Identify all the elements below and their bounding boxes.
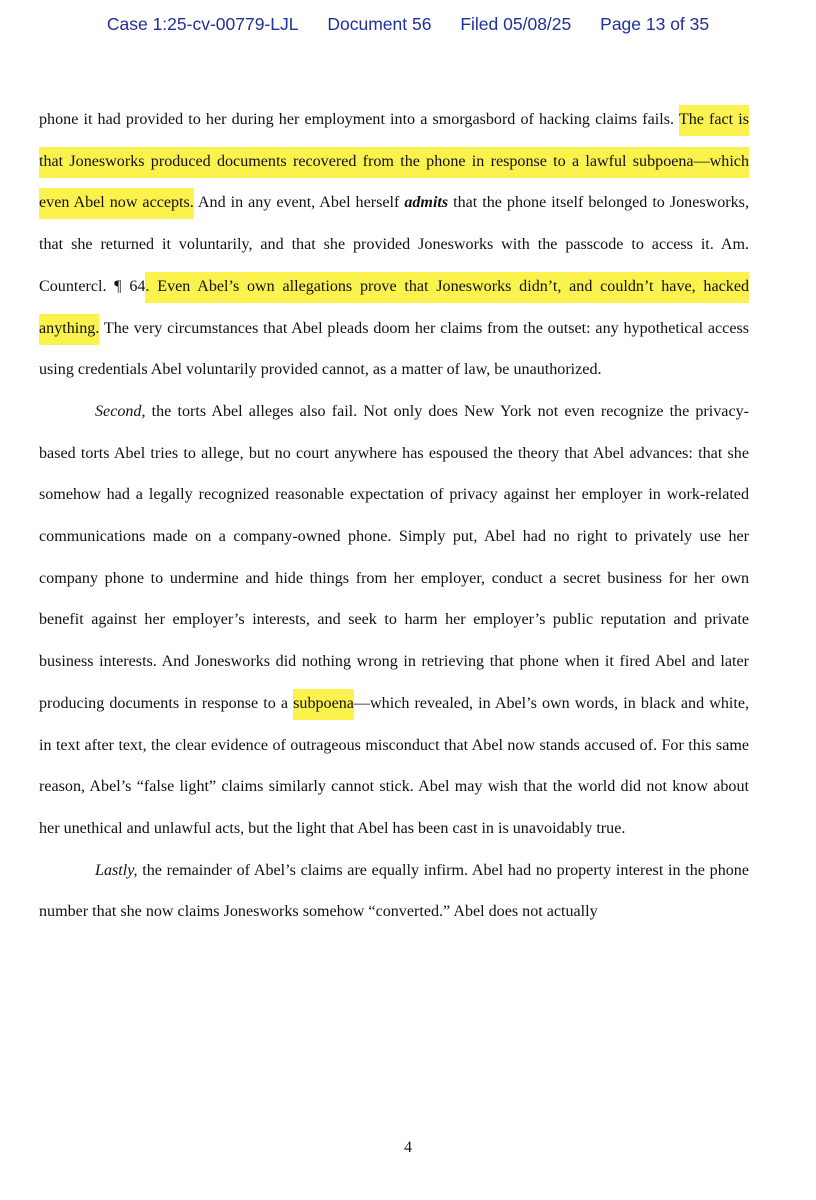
highlighted-text: The fact is that Jonesworks produced documents recovered from the phone in response to a lawful subpoena—which even Abel now accepts. <box>39 105 749 219</box>
text-run: the remainder of Abel’s claims are equally infirm. Abel had no property interest in the phone number that she now claims Jonesworks somehow “converted.” Abel does not actually <box>39 861 749 921</box>
page-counter: Page 13 of 35 <box>600 14 710 34</box>
paragraph-1 <box>39 99 749 391</box>
paragraph-lead: Lastly, <box>95 861 138 879</box>
text-run: The very circumstances that Abel pleads doom her claims from the outset: any hypothetical access using credentials Abel voluntarily provided cannot, as a matter of law, be unauthorized. <box>39 319 749 379</box>
paragraph-2 <box>39 391 749 850</box>
highlighted-text: . Even Abel’s own allegations prove that Jonesworks didn’t, and couldn’t have, hacked anything. <box>39 272 749 345</box>
text-run: —which revealed, in Abel’s own words, in black and white, in text after text, the clear evidence of outrageous misconduct that Abel now stands accused of. For this same reason, Abel’s “false light” claims similarly cannot stick. Abel may wish that the world did not know about her unethical and unlawful acts, but the light that Abel has been cast in is unavoidably true. <box>39 694 749 837</box>
document-header <box>0 14 816 35</box>
document-number: Document 56 <box>327 14 432 34</box>
page-number: 4 <box>404 1139 412 1156</box>
emphasis-admits: admits <box>404 194 449 212</box>
text-run: And in any event, Abel herself <box>197 194 400 212</box>
case-number: Case 1:25-cv-00779-LJL <box>106 14 299 34</box>
text-run: that the phone itself belonged to Jonesworks, that she returned it voluntarily, and that she provided Jonesworks with the passcode to access it. Am. Countercl. ¶ 64 <box>39 194 749 295</box>
document-body <box>39 99 749 933</box>
filed-date: Filed 05/08/25 <box>460 14 572 34</box>
paragraph-3 <box>39 850 749 933</box>
highlighted-text: subpoena <box>293 689 354 720</box>
text-run: , the torts Abel alleges also fail. Not only does New York not even recognize the privacy-based torts Abel tries to allege, but no court anywhere has espoused the theory that Abel advances: that she somehow had a legally recognized reasonable expectation of privacy against her employer in work-related communications made on a company-owned phone. Simply put, Abel had no right to privately use her company phone to undermine and hide things from her employer, conduct a secret business for her own benefit against her employer’s interests, and seek to harm her employer’s public reputation and private business interests. And Jonesworks did nothing wrong in retrieving that phone when it fired Abel and later producing documents in response to a <box>39 402 749 712</box>
paragraph-lead: Second <box>95 402 142 420</box>
text-run: phone it had provided to her during her employment into a smorgasbord of hacking claims fails. <box>39 111 674 128</box>
